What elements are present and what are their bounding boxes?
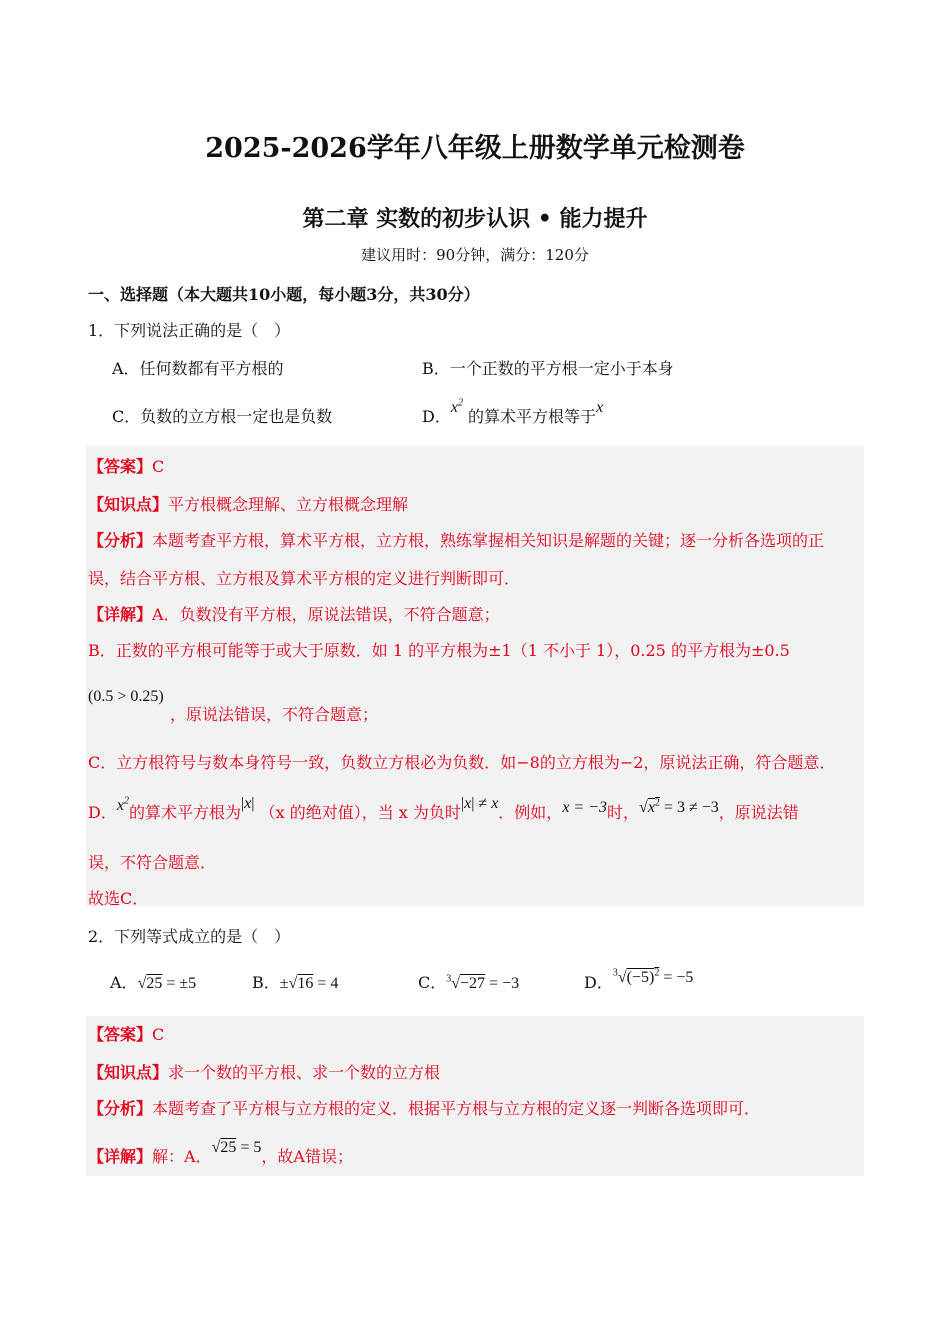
question-2-detail: 【详解】解：A．√25 = 5，故A错误； [88, 1139, 353, 1166]
question-1-analysis-line-1: 【分析】本题考查平方根，算术平方根，立方根，熟练掌握相关知识是解题的关键；逐一分析各选项的正 [88, 531, 825, 550]
question-1-conclusion: 故选C． [88, 889, 149, 908]
question-2-analysis: 【分析】本题考查了平方根与立方根的定义．根据平方根与立方根的定义逐一判断各选项即可． [88, 1099, 761, 1118]
exam-meta: 建议用时：90分钟，满分：120分 [361, 246, 589, 264]
question-2-stem: 2．下列等式成立的是（ ） [88, 927, 291, 946]
question-1-option-d: D．$x^2$ 的算术平方根等于x [422, 397, 604, 426]
question-1-detail-c: C．立方根符号与数本身符号一致，负数立方根必为负数．如−8的立方根为−2，原说法正确，符合题意． [88, 753, 836, 772]
chapter-subtitle: 第二章 实数的初步认识 • 能力提升 [302, 206, 648, 232]
question-1-analysis-line-2: 误，结合平方根、立方根及算术平方根的定义进行判断即可． [88, 569, 521, 588]
section-heading: 一、选择题（本大题共10小题，每小题3分，共30分） [88, 285, 480, 304]
question-1-option-c: C．负数的立方根一定也是负数 [112, 407, 333, 426]
question-1-detail-b-math: (0.5 > 0.25) [88, 688, 164, 705]
question-1-stem: 1．下列说法正确的是（ ） [88, 321, 291, 340]
document-title: 2025-2026学年八年级上册数学单元检测卷 [205, 133, 745, 164]
question-1-detail-a: 【详解】A．负数没有平方根，原说法错误，不符合题意； [88, 605, 500, 624]
question-1-detail-d: D．$x^2$的算术平方根为|x| （x 的绝对值），当 x 为负时|x| ≠ x．例如，x = −3时，$√x^2 = 3 \ne -3$，原说法错 [88, 795, 799, 822]
question-1-answer: 【答案】C [88, 457, 165, 476]
question-2-option-d: D．$^3√(-5)^2 = -5$ [584, 967, 694, 992]
question-2-option-b: B．±√16 = 4 [252, 973, 339, 992]
question-1-detail-d-line-2: 误，不符合题意． [88, 853, 217, 872]
question-1-option-a: A．任何数都有平方根的 [112, 359, 284, 378]
question-2-knowledge: 【知识点】求一个数的平方根、求一个数的立方根 [88, 1063, 441, 1082]
question-2-answer: 【答案】C [88, 1025, 165, 1044]
question-1-detail-b-conclusion: ，原说法错误，不符合题意； [170, 705, 379, 724]
question-2-option-a: A．√25 = ±5 [110, 973, 197, 992]
question-1-detail-b: B．正数的平方根可能等于或大于原数．如 1 的平方根为±1（1 不小于 1），0.25 的平方根为±0.5 [88, 641, 790, 660]
question-1-option-b: B．一个正数的平方根一定小于本身 [422, 359, 674, 378]
question-1-knowledge: 【知识点】平方根概念理解、立方根概念理解 [88, 495, 409, 514]
question-2-option-c: C．$^3$√−27 = −3 [418, 973, 520, 992]
question-1-solution-box [86, 446, 864, 906]
